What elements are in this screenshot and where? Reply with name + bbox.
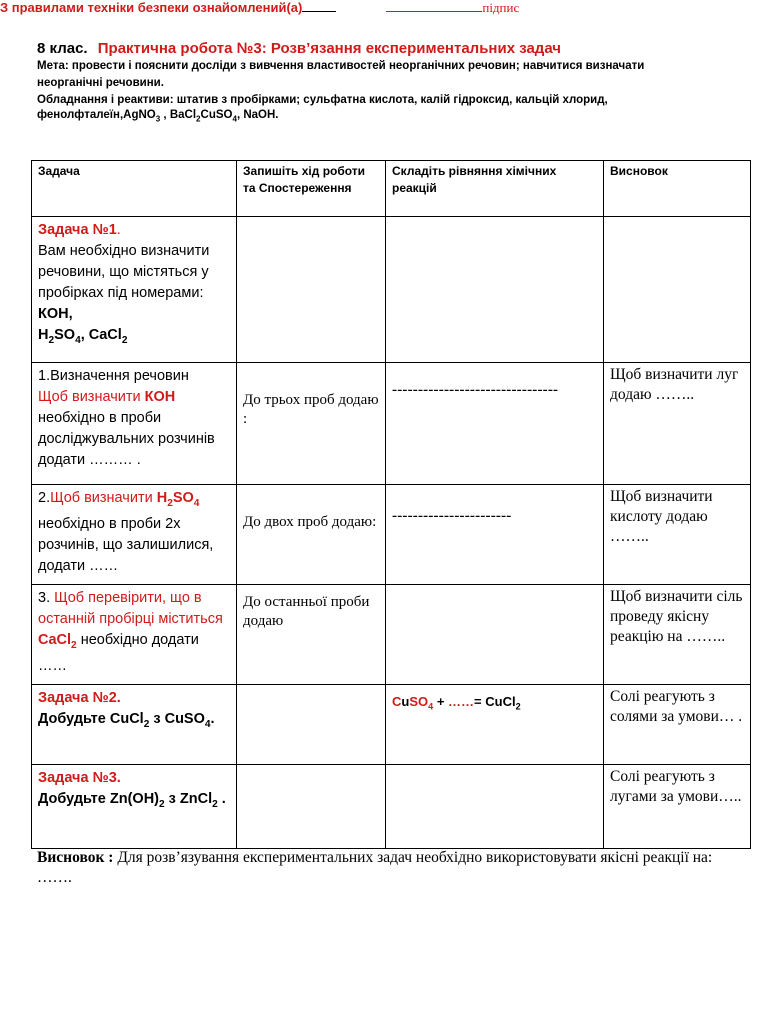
safety-blank[interactable] bbox=[302, 11, 336, 12]
task-1a-cell bbox=[32, 363, 237, 485]
text-part: з CuSO bbox=[149, 711, 205, 727]
task-1b-observation[interactable]: До двох проб додаю: bbox=[237, 485, 386, 585]
text-part: Добудьте Zn(OH) bbox=[38, 791, 159, 807]
task-1b-equation[interactable] bbox=[386, 485, 604, 585]
goal-line-2: неорганічні речовини. bbox=[37, 77, 164, 89]
sub: 2 bbox=[143, 718, 150, 730]
sub: 2 bbox=[515, 701, 521, 712]
sub: 2 bbox=[212, 798, 218, 810]
sub: 2 bbox=[159, 798, 165, 810]
class-label: 8 клас. bbox=[37, 40, 88, 57]
step-red-formula bbox=[156, 490, 200, 509]
formula-part: , CaCl bbox=[80, 327, 122, 343]
task-1b-cell bbox=[32, 485, 237, 585]
equipment-line-1 bbox=[37, 94, 608, 106]
final-conclusion bbox=[37, 848, 737, 888]
formula-part: SO bbox=[172, 490, 194, 506]
task-2-observation[interactable] bbox=[237, 685, 386, 765]
table-row bbox=[32, 585, 751, 685]
signature-blank[interactable] bbox=[386, 11, 482, 12]
text-part: . bbox=[210, 711, 215, 727]
formula-part: H bbox=[156, 490, 168, 506]
task-3-text bbox=[38, 791, 226, 810]
task-1c-cell bbox=[32, 585, 237, 685]
task-1-cell bbox=[32, 217, 237, 363]
sub: 2 bbox=[121, 334, 128, 346]
step-red-text: Щоб визначити bbox=[50, 490, 153, 506]
header-conclusion: Висновок bbox=[604, 161, 751, 217]
equip-text-d: , NaOH. bbox=[236, 109, 279, 121]
task-1-conclusion[interactable] bbox=[604, 217, 751, 363]
table-row bbox=[32, 765, 751, 849]
task-1c-conclusion[interactable]: Щоб визначити сіль проведу якісну реакцію на …….. bbox=[604, 585, 751, 685]
step-red-text: Щоб перевірити, що в останній пробірці міститься bbox=[38, 590, 223, 627]
sub: 4 bbox=[204, 718, 211, 730]
sub: 2 bbox=[196, 114, 201, 124]
safety-text: З правилами техніки безпеки ознайомлений(а) bbox=[0, 0, 303, 15]
task-1c-observation[interactable]: До останньої проби додаю bbox=[237, 585, 386, 685]
task-3-equation[interactable] bbox=[386, 765, 604, 849]
header-task: Задача bbox=[32, 161, 237, 217]
sub: 4 bbox=[75, 334, 81, 346]
step-prefix: 1.Визначення речовин bbox=[38, 368, 189, 384]
table-row bbox=[32, 485, 751, 585]
sub: 2 bbox=[167, 497, 173, 509]
task-1a-observation[interactable]: До трьох проб додаю : bbox=[237, 363, 386, 485]
task-1-formulas bbox=[38, 327, 128, 346]
work-title: Практична робота №3: Розв’язання експериментальних задач bbox=[97, 40, 562, 57]
task-1-observation[interactable] bbox=[237, 217, 386, 363]
table-row bbox=[32, 217, 751, 363]
goal-line-1 bbox=[37, 60, 644, 72]
step-red-formula bbox=[38, 632, 77, 651]
task-3-conclusion[interactable]: Солі реагують з лугами за умови….. bbox=[604, 765, 751, 849]
equation-dashes: ----------------------- bbox=[392, 508, 512, 524]
table-row bbox=[32, 685, 751, 765]
task-2-text bbox=[38, 711, 215, 730]
step-text: необхідно додати …… bbox=[38, 632, 199, 674]
task-2-title: Задача №2. bbox=[38, 690, 121, 706]
eq-part: u bbox=[401, 694, 410, 709]
signature-label: підпис bbox=[482, 0, 520, 15]
eq-part: = CuCl bbox=[474, 694, 516, 709]
equip-text-b: , BaCl bbox=[160, 109, 197, 121]
task-2-equation-text bbox=[392, 688, 597, 712]
task-1-koh: КОН, bbox=[38, 306, 73, 322]
sub: 2 bbox=[71, 639, 77, 651]
text-part: . bbox=[217, 791, 226, 807]
safety-line bbox=[0, 0, 768, 16]
eq-blank: …… bbox=[448, 694, 475, 709]
formula-part: SO bbox=[54, 327, 76, 343]
task-2-cell bbox=[32, 685, 237, 765]
sub: 3 bbox=[155, 114, 161, 124]
task-2-equation[interactable] bbox=[386, 685, 604, 765]
task-3-title: Задача №3. bbox=[38, 770, 121, 786]
equation-dashes: -------------------------------- bbox=[392, 382, 559, 398]
sub: 4 bbox=[193, 497, 200, 509]
text-part: з ZnCl bbox=[164, 791, 213, 807]
goal-text-1: провести і пояснити досліди з вивчення властивостей неорганічних речовин; навчитися визначати bbox=[71, 60, 645, 72]
sub: 2 bbox=[48, 334, 55, 346]
eq-part: SO bbox=[409, 694, 429, 709]
formula-part: CaCl bbox=[38, 632, 72, 648]
conclusion-label: Висновок : bbox=[37, 849, 114, 866]
table-row bbox=[32, 363, 751, 485]
task-1b-conclusion[interactable]: Щоб визначити кислоту додаю …….. bbox=[604, 485, 751, 585]
equip-text-c: CuSO bbox=[200, 109, 233, 121]
task-3-cell bbox=[32, 765, 237, 849]
page-title bbox=[37, 40, 561, 57]
task-1a-equation[interactable] bbox=[386, 363, 604, 485]
task-1a-conclusion[interactable]: Щоб визначити луг додаю …….. bbox=[604, 363, 751, 485]
table-header-row bbox=[32, 161, 751, 217]
task-1-equation[interactable] bbox=[386, 217, 604, 363]
step-prefix: 3. bbox=[38, 590, 51, 606]
sub: 4 bbox=[428, 701, 434, 712]
task-1-dot: . bbox=[116, 222, 121, 238]
eq-part: C bbox=[392, 694, 402, 709]
task-3-observation[interactable] bbox=[237, 765, 386, 849]
step-text: необхідно в проби 2х розчинів, що залишилися, додати …… bbox=[38, 515, 214, 574]
text-part: Добудьте CuCl bbox=[38, 711, 144, 727]
step-red-bold: КОН bbox=[144, 389, 176, 405]
step-text: необхідно в проби досліджувальних розчинів додати ……… . bbox=[38, 410, 215, 468]
formula-part: H bbox=[38, 327, 49, 343]
equipment-label: Обладнання і реактиви: bbox=[37, 94, 174, 106]
task-2-conclusion[interactable]: Солі реагують з солями за умови… . bbox=[604, 685, 751, 765]
task-1-text: Вам необхідно визначити речовини, що містяться у пробірках під номерами: bbox=[38, 243, 210, 301]
task-1-title: Задача №1 bbox=[38, 222, 117, 238]
step-red-text: Щоб визначити bbox=[38, 389, 141, 405]
sub: 4 bbox=[232, 114, 237, 124]
header-observation: Запишіть хід роботи та Спостереження bbox=[237, 161, 386, 217]
task-1c-equation[interactable] bbox=[386, 585, 604, 685]
header-equations: Складіть рівняння хімічних реакцій bbox=[386, 161, 604, 217]
equipment-line-2 bbox=[37, 109, 279, 123]
goal-label: Мета: bbox=[37, 60, 69, 72]
equipment-text-1: штатив з пробірками; сульфатна кислота, калій гідроксид, кальцій хлорид, bbox=[176, 94, 608, 106]
equip-text-a: фенолфталеїн,AgNO bbox=[37, 109, 156, 121]
step-prefix: 2. bbox=[38, 490, 51, 506]
conclusion-text: Для розв’язування експериментальних задач необхідно використовувати якісні реакції на: ……. bbox=[37, 849, 713, 886]
tasks-table bbox=[31, 160, 751, 849]
eq-part: + bbox=[433, 694, 449, 709]
